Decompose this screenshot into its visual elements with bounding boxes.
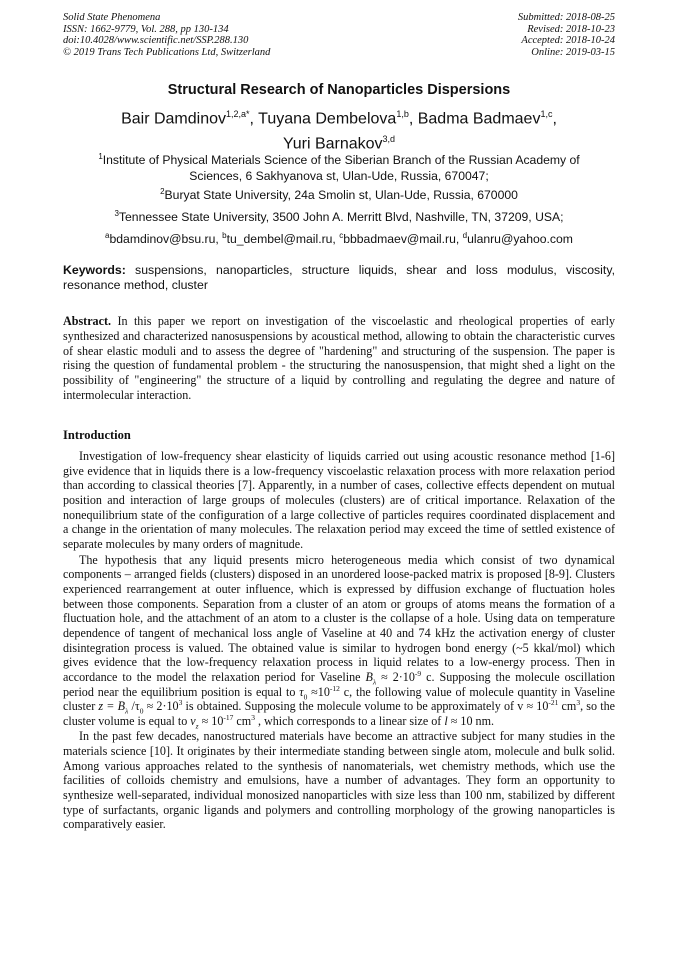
affiliation-2: $^2$Buryat State University, 24a Smolin st, Ulan-Ude, Russia, 670000 xyxy=(160,187,518,203)
abstract-label: Abstract. xyxy=(63,314,112,328)
journal-copyright: © 2019 Trans Tech Publications Ltd, Switzerland xyxy=(63,46,271,58)
section-heading: Introduction xyxy=(63,428,131,442)
email-link[interactable]: ulanru@yahoo.com xyxy=(467,232,573,247)
author-list: Bair Damdinov$^{1,2,a*}$, Tuyana Dembelova$^{1,b}$, Badma Badmaev$^{1,c}$, Yuri Barnakov$^{3,d}$ xyxy=(121,109,557,153)
paragraph: In the past few decades, nanostructured materials have become an attractive subject for many studies in the materials science [10]. It originates by their intermediate standing between single atom, molecule and bulk solid. Among various approaches related to the synthesis of nanomaterials, wet chemistry methods, which use the facilities of colloids chemistry and emulsions, have a number of advantages. They form an opportunity to synthesize well-separated, individual monosized nanoparticles with size less than 100 nm, stabilized by different type of surfactants, organic ligands and polymers and controlling morphology of the growing nanoparticles is comparatively easier. xyxy=(63,729,615,832)
author-affil-mark: 3,d xyxy=(382,134,396,145)
date-submitted: Submitted: 2018-08-25 xyxy=(517,12,615,23)
author-name: Yuri Barnakov xyxy=(282,135,383,153)
paragraph: Investigation of low-frequency shear elasticity of liquids carried out using acoustic resonance method [1-6] give evidence that in liquids there is a low-frequency viscoelastic relaxation process with more relaxation period than according to classical theories [7]. Apparently, in a number of cases, collective effects dependent on mutual position and interaction of large groups of molecules (clusters) are of critical importance. Relaxation of the nonequilibrium state of the configuration of a large collective of particles requires coordinated displacement and a change in the orientation of many molecules. The relaxation period may exceed the time of settled existence of separate molecules by many orders of magnitude. xyxy=(63,449,615,551)
journal-name: Solid State Phenomena xyxy=(63,12,161,23)
author-name: Tuyana Dembelova xyxy=(258,110,397,128)
journal-doi: doi:10.4028/www.scientific.net/SSP.288.130 xyxy=(63,35,249,47)
email-link[interactable]: bdamdinov@bsu.ru, xyxy=(109,232,223,247)
affiliation-3: $^3$Tennessee State University, 3500 John A. Merritt Blvd, Nashville, TN, 37209, USA; xyxy=(114,209,564,225)
email-list: $^a$bdamdinov@bsu.ru, $^b$tu_dembel@mail.ru, $^c$bbbadmaev@mail.ru, $^d$ulanru@yahoo.com xyxy=(105,231,573,247)
journal-info xyxy=(63,12,270,58)
author-name: Bair Damdinov xyxy=(121,110,227,128)
abstract xyxy=(63,314,615,403)
body-text xyxy=(63,449,615,832)
paper-title: Structural Research of Nanoparticles Dispersions xyxy=(167,82,511,98)
author-affil-mark: 1,2,a* xyxy=(226,109,250,119)
affiliation-1: $^1$Institute of Physical Materials Science of the Siberian Branch of the Russian Academy of Sciences, 6 Sakhyanova st, Ulan-Ude, Russia, 670047; xyxy=(98,152,580,183)
author-affil-mark: 1,c xyxy=(540,109,553,119)
keywords-text: suspensions, nanoparticles, structure liquids, shear and loss modulus, viscosity, resonance method, cluster xyxy=(63,263,615,292)
keywords xyxy=(63,263,615,293)
keywords-label: Keywords: xyxy=(63,263,126,277)
author-affil-mark: 1,b xyxy=(396,109,409,119)
paragraph: The hypothesis that any liquid presents micro heterogeneous media which consist of two dynamical components – arranged fields (clusters) disposed in an unordered loose-packed matrix is proposed [8-9]. Clusters experienced rearrangement at outer influence, which is expressed by diffusion exchange of fluctuation holes between those components. Separation from a cluster of an atom or groups of atoms means the formation of a fluctuation hole, and the attachment of an atom to a cluster is the collapse of a hole. Using data on temperature dependence of tangent of mechanical loss angle of Vaseline at 40 and 74 kHz the activation energy of cluster disintegration process is valued. The obtained value is similar to hydrogen bond energy (~5 kkal/mol) which gives evidence that the low-frequency relaxation process in liquid relates to a low-energy process. Then in accordance to the model the relaxation period for Vaseline $B_\lambda \approx 2\cdot 10^{-9}$ c. Supposing the molecule oscillation period near the equilibrium position is equal to $\tau_0 \approx 10^{-12}$ c, the following value of molecule quantity in Vaseline cluster $z = B_\lambda$ $/\tau_0 \approx 2\cdot 10^3$ is obtained. Supposing the molecule volume to be approximately of $v \approx 10^{-21}$ $cm^3$, so the cluster volume is equal to $v_z \approx 10^{-17}$ $cm^3$ , which corresponds to a linear size of l ≈ 10 nm. xyxy=(63,552,615,731)
date-revised: Revised: 2018-10-23 xyxy=(527,23,615,35)
email-link[interactable]: tu_dembel@mail.ru, xyxy=(226,232,340,247)
date-accepted: Accepted: 2018-10-24 xyxy=(521,35,615,47)
author-name: Badma Badmaev xyxy=(417,110,541,128)
journal-issn: ISSN: 1662-9779, Vol. 288, pp 130-134 xyxy=(63,23,229,35)
email-link[interactable]: bbbadmaev@mail.ru, xyxy=(343,232,463,247)
date-online: Online: 2019-03-15 xyxy=(531,46,615,58)
submission-dates xyxy=(518,12,615,58)
abstract-text: In this paper we report on investigation of the viscoelastic and rheological properties of early synthesized and characterized nanosuspensions by acoustical method, allowing to obtain the characteristic curves of shear elastic moduli and to assess the degree of "hardening" and structuring of the suspension. The paper is rising the question of fundamental problem - the structuring the nanosuspension, that might shed a light on the possibility of "engineering" the structure of a liquid by controlling and regulating the degree and nature of intermolecular interaction. xyxy=(63,314,615,402)
